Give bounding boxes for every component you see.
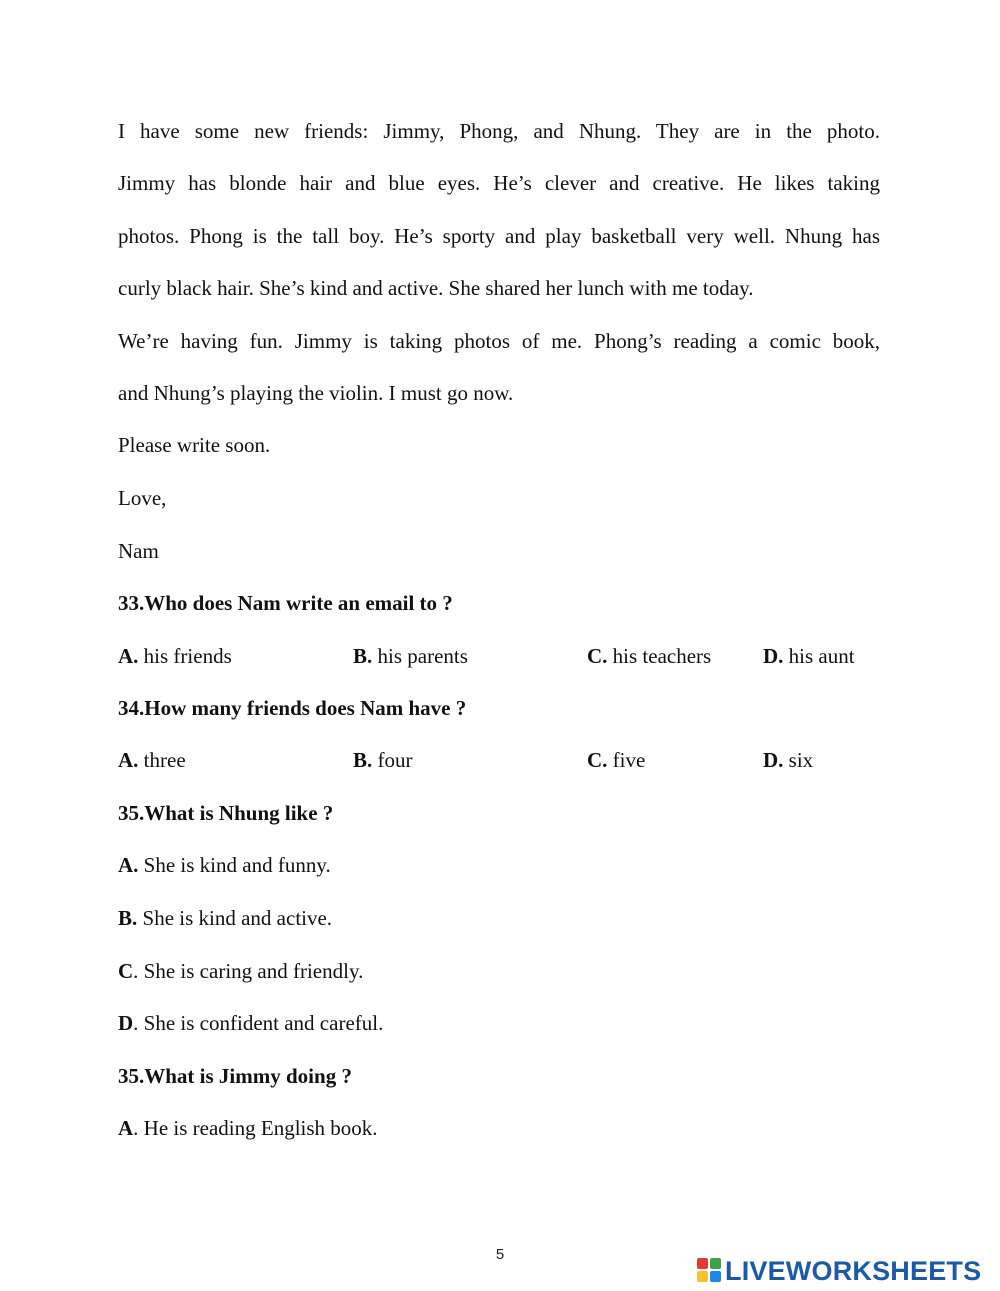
question-35-jimmy: 35.What is Jimmy doing ? — [118, 1064, 352, 1088]
option-text: his aunt — [783, 644, 855, 668]
option-34-b[interactable] — [353, 746, 413, 774]
option-letter: A — [118, 1116, 134, 1140]
option-letter: A. — [118, 853, 139, 877]
option-text: his friends — [138, 644, 232, 668]
option-35-c[interactable] — [118, 957, 363, 985]
question-35-nhung: 35.What is Nhung like ? — [118, 801, 334, 825]
option-text: three — [138, 748, 186, 772]
option-33-d[interactable] — [763, 642, 855, 670]
passage-signature: Nam — [118, 539, 159, 563]
option-letter: C — [118, 959, 134, 983]
option-35-b[interactable] — [118, 904, 332, 932]
option-34-a[interactable] — [118, 746, 186, 774]
option-letter: B. — [353, 644, 373, 668]
option-33-c[interactable] — [587, 642, 711, 670]
option-35-a[interactable] — [118, 851, 331, 879]
passage-line: and Nhung’s playing the violin. I must go now. — [118, 381, 514, 405]
option-letter: B. — [353, 748, 373, 772]
option-text: She is kind and active. — [137, 906, 333, 930]
question-33: 33.Who does Nam write an email to ? — [118, 591, 453, 615]
option-letter: B. — [118, 906, 138, 930]
option-34-c[interactable] — [587, 746, 645, 774]
passage-line: photos. Phong is the tall boy. He’s sporty and play basketball very well. Nhung has — [118, 224, 880, 248]
option-text: five — [607, 748, 646, 772]
option-text: six — [783, 748, 814, 772]
option-letter: C. — [587, 748, 608, 772]
option-35-d[interactable] — [118, 1009, 383, 1037]
option-33-a[interactable] — [118, 642, 232, 670]
liveworksheets-logo[interactable] — [697, 1255, 981, 1287]
option-text: his teachers — [607, 644, 712, 668]
option-letter: D. — [763, 748, 784, 772]
option-34-d[interactable] — [763, 746, 813, 774]
logo-text: LIVEWORKSHEETS — [725, 1255, 982, 1286]
passage-line: Jimmy has blonde hair and blue eyes. He’s clever and creative. He likes taking — [118, 171, 880, 195]
passage-signoff: Love, — [118, 486, 167, 510]
passage-line: curly black hair. She’s kind and active. She shared her lunch with me today. — [118, 276, 754, 300]
option-letter: D. — [763, 644, 784, 668]
option-letter: A. — [118, 748, 139, 772]
option-letter: A. — [118, 644, 139, 668]
option-text: . She is confident and careful. — [133, 1011, 384, 1035]
option-35j-a[interactable] — [118, 1114, 378, 1142]
question-34: 34.How many friends does Nam have ? — [118, 696, 467, 720]
option-text: . She is caring and friendly. — [133, 959, 364, 983]
page-number: 5 — [495, 1246, 505, 1263]
option-text: his parents — [372, 644, 468, 668]
option-text: She is kind and funny. — [138, 853, 331, 877]
passage-line: I have some new friends: Jimmy, Phong, and Nhung. They are in the photo. — [118, 119, 880, 143]
option-33-b[interactable] — [353, 642, 468, 670]
option-letter: D — [118, 1011, 134, 1035]
passage-closing: Please write soon. — [118, 433, 271, 457]
logo-mark-icon — [697, 1258, 723, 1284]
passage-line: We’re having fun. Jimmy is taking photos of me. Phong’s reading a comic book, — [118, 329, 880, 353]
option-text: . He is reading English book. — [133, 1116, 378, 1140]
option-text: four — [372, 748, 413, 772]
option-letter: C. — [587, 644, 608, 668]
